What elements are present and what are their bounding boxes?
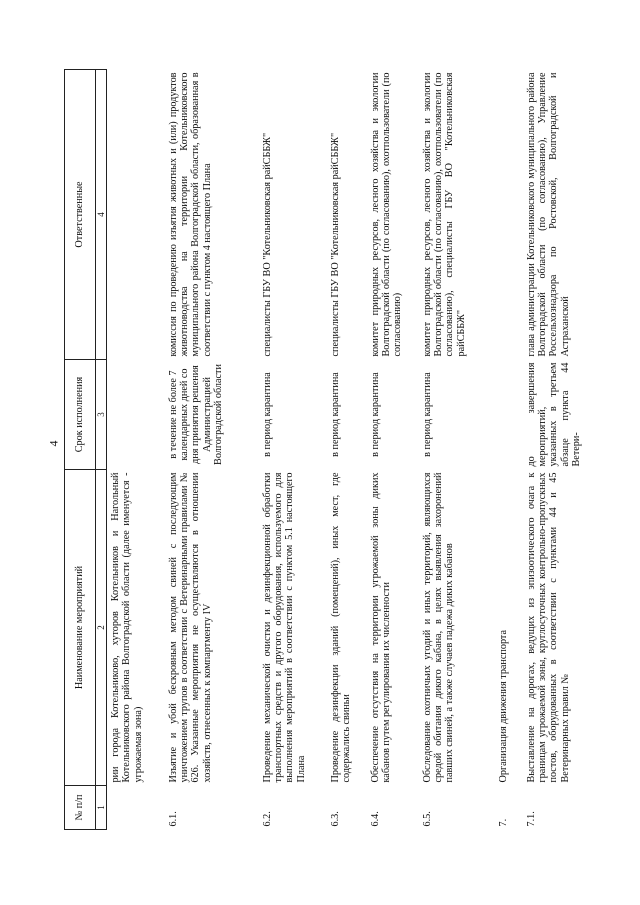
table-row xyxy=(523,70,584,830)
table-row xyxy=(165,70,259,830)
row-term: в период карантина xyxy=(369,372,381,457)
row-term: в период карантина xyxy=(329,372,341,457)
row-term: в течение не более 7 календарных дней со дня принятия решения Администрацией Волгоградской области xyxy=(167,364,225,465)
page-number: 4 xyxy=(46,440,61,447)
row-term: в период карантина xyxy=(421,372,433,457)
table-row xyxy=(419,70,495,830)
row-resp: глава администрации Котельниковского муниципального района Волгоградской области (по согласованию), Управление Россельхознадзора по Ростовской, Волгоградской и Астраханской xyxy=(525,72,571,357)
plan-table xyxy=(64,69,584,830)
header-resp: Ответственные xyxy=(65,70,96,360)
table-row xyxy=(495,70,523,830)
row-num: 6.4. xyxy=(369,811,381,827)
table-row xyxy=(107,70,165,830)
row-num: 6.5. xyxy=(421,811,433,827)
row-num: 6.2. xyxy=(261,811,273,827)
row-name: Изъятие и убой бескровным методом свиней с последующим уничтожением трупов в соответствии с Ветеринарными правилами № 626. Указанные мероприятия не осуществляются в отношении хозяйств, отнесенных к компартменту IV xyxy=(167,472,213,783)
row-num: 6.3. xyxy=(329,811,341,827)
header-row xyxy=(65,70,96,830)
column-number: 4 xyxy=(96,70,107,360)
row-num: 7. xyxy=(497,818,509,827)
table-row xyxy=(259,70,327,830)
column-number: 3 xyxy=(96,360,107,470)
row-resp xyxy=(107,70,165,360)
row-term: в период карантина xyxy=(261,372,273,457)
table-row xyxy=(367,70,419,830)
row-resp: специалисты ГБУ ВО "Котельниковская райСББЖ" xyxy=(261,132,273,357)
row-term: до завершения мероприятий, указанных в третьем абзаце пункта 44 Ветери- xyxy=(525,362,583,467)
row-name: Проведение механической очистки и дезинфекционной обработки транспортных средств и другого оборудования, используемого для выполнения мероприятий в соответствии с пунктом 5.1 настоящего Плана xyxy=(261,472,307,783)
row-num xyxy=(107,786,165,830)
row-name: рии города Котельниково, хуторов Котельников и Нагольный Котельниковского района Волгоградской области (далее именуется - угрожаемая зона) xyxy=(110,472,144,783)
row-name: Организация движения транспорта xyxy=(497,629,509,783)
header-num: № п/п xyxy=(65,786,96,830)
row-num: 7.1. xyxy=(525,811,537,827)
row-resp: комитет природных ресурсов, лесного хозяйства и экологии Волгоградской области (по согласованию), охотпользователи (по согласованию) xyxy=(369,72,404,357)
column-number-row xyxy=(96,70,107,830)
row-term xyxy=(495,360,523,470)
column-number: 1 xyxy=(96,786,107,830)
row-resp: комиссия по проведению изъятия животных и (или) продуктов животноводства на территории Котельниковского муниципального района Волгоградской области, образованная в соответствии с пунктом 4 настоящего Плана xyxy=(167,72,213,357)
row-name: Выставление на дорогах, ведущих из эпизоотического очага к границам угрожаемой зоны, круглосуточных контрольно-пропускных постов, оборудованных в соответствии с пунктами 44 и 45 Ветеринарных правил № xyxy=(525,472,571,783)
header-term: Срок исполнения xyxy=(65,360,96,470)
row-name: Обследование охотничьих угодий и иных территорий, являющихся средой обитания дикого кабана, в целях выявления захоронений павших свиней, а также случаев падежа диких кабанов xyxy=(421,472,456,783)
table-row xyxy=(327,70,367,830)
row-name: Обеспечение отсутствия на территории угрожаемой зоны диких кабанов путем регулирования их численности xyxy=(369,472,392,783)
row-resp xyxy=(495,70,523,360)
rotated-document xyxy=(64,70,583,830)
row-term xyxy=(107,360,165,470)
column-number: 2 xyxy=(96,470,107,786)
row-num: 6.1. xyxy=(167,811,179,827)
row-resp: специалисты ГБУ ВО "Котельниковская райСББЖ" xyxy=(329,132,341,357)
header-name: Наименование мероприятий xyxy=(65,470,96,786)
row-resp: комитет природных ресурсов, лесного хозяйства и экологии Волгоградской области (по согласованию), охотпользователи (по согласованию), специалисты ГБУ ВО "Котельниковская райСББЖ" xyxy=(421,72,467,357)
row-name: Проведение дезинфекции зданий (помещений), иных мест, где содержались свиньи xyxy=(329,472,352,783)
